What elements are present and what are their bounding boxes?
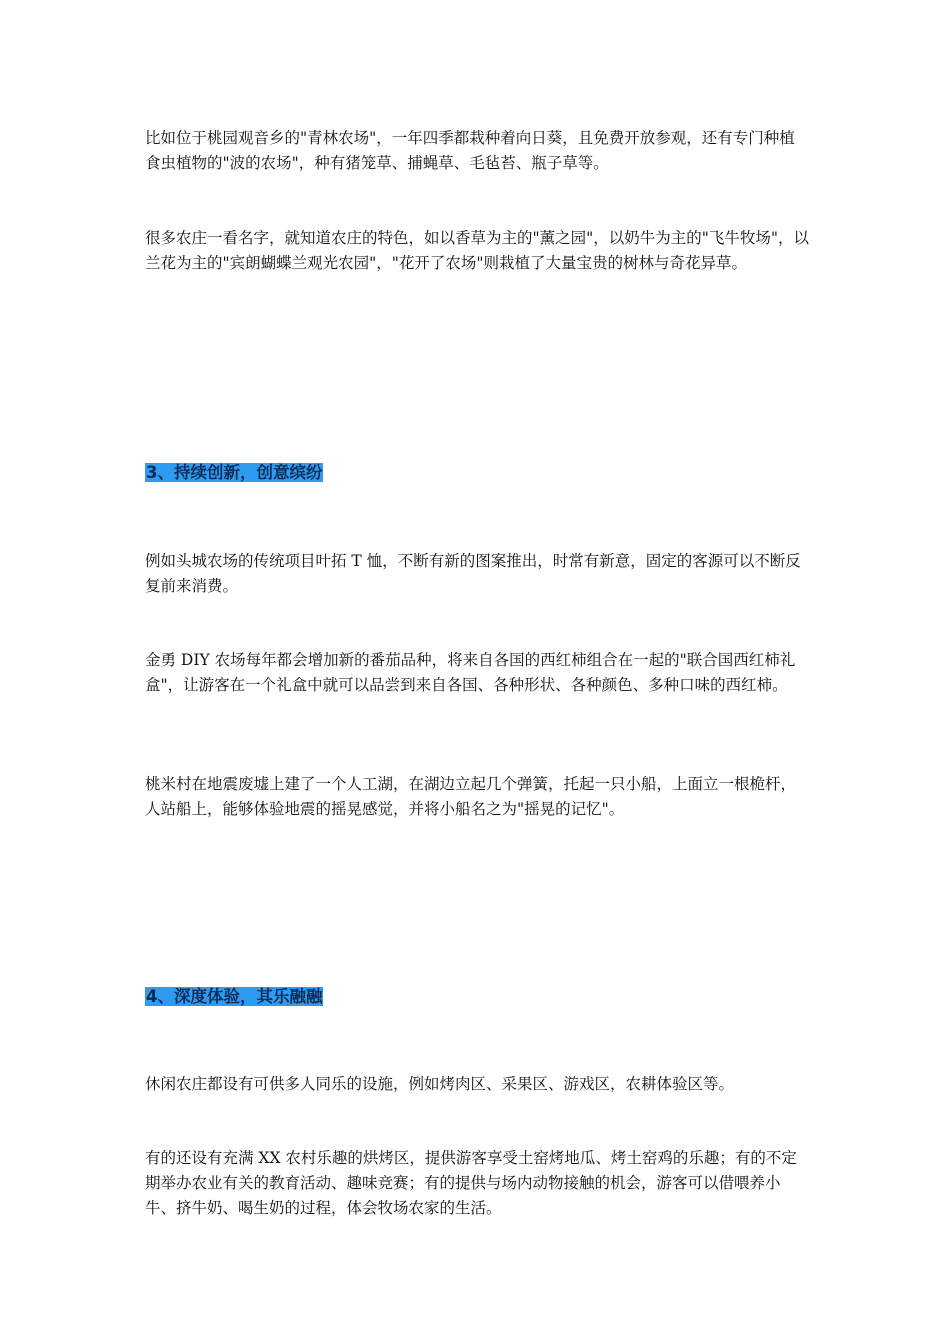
paragraph-jinyong-farm: 金勇 DIY 农场每年都会增加新的番茄品种，将来自各国的西红柿组合在一起的"联合国西红柿礼盒"，让游客在一个礼盒中就可以品尝到来自各国、各种形状、各种颜色、多种口味的西红柿。: [145, 651, 796, 694]
paragraph-facilities: 休闲农庄都设有可供多人同乐的设施，例如烤肉区、采果区、游戏区，农耕体验区等。: [145, 1075, 735, 1093]
paragraph-activities: 有的还设有充满 XX 农村乐趣的烘烤区，提供游客享受土窑烤地瓜、烤土窑鸡的乐趣；有的不定期举办农业有关的教育活动、趣味竞赛；有的提供与场内动物接触的机会，游客可以借喂养小牛、挤牛奶、喝生奶的过程，体会牧场农家的生活。: [145, 1149, 797, 1217]
section-heading-3-text: 3、持续创新，创意缤纷: [146, 463, 323, 482]
paragraph-taomi-village: 桃米村在地震废墟上建了一个人工湖，在湖边立起几个弹簧，托起一只小船，上面立一根桅杆，人站船上，能够体验地震的摇晃感觉，并将小船名之为"摇晃的记忆"。: [145, 775, 797, 818]
section-heading-3: [145, 462, 323, 484]
paragraph-qinglin-farm: 比如位于桃园观音乡的"青林农场"，一年四季都栽种着向日葵，且免费开放参观，还有专门种植食虫植物的"波的农场"，种有猪笼草、捕蝇草、毛毡苔、瓶子草等。: [145, 129, 795, 172]
paragraph-toucheng-farm: 例如头城农场的传统项目叶拓 T 恤，不断有新的图案推出，时常有新意，固定的客源可以不断反复前来消费。: [145, 552, 801, 595]
section-heading-4-text: 4、深度体验，其乐融融: [146, 987, 323, 1006]
paragraph-farm-names: 很多农庄一看名字，就知道农庄的特色，如以香草为主的"薰之园"，以奶牛为主的"飞牛牧场"，以兰花为主的"宾朗蝴蝶兰观光农园"，"花开了农场"则栽植了大量宝贵的树林与奇花异草。: [145, 229, 810, 272]
section-heading-4: [145, 986, 323, 1008]
